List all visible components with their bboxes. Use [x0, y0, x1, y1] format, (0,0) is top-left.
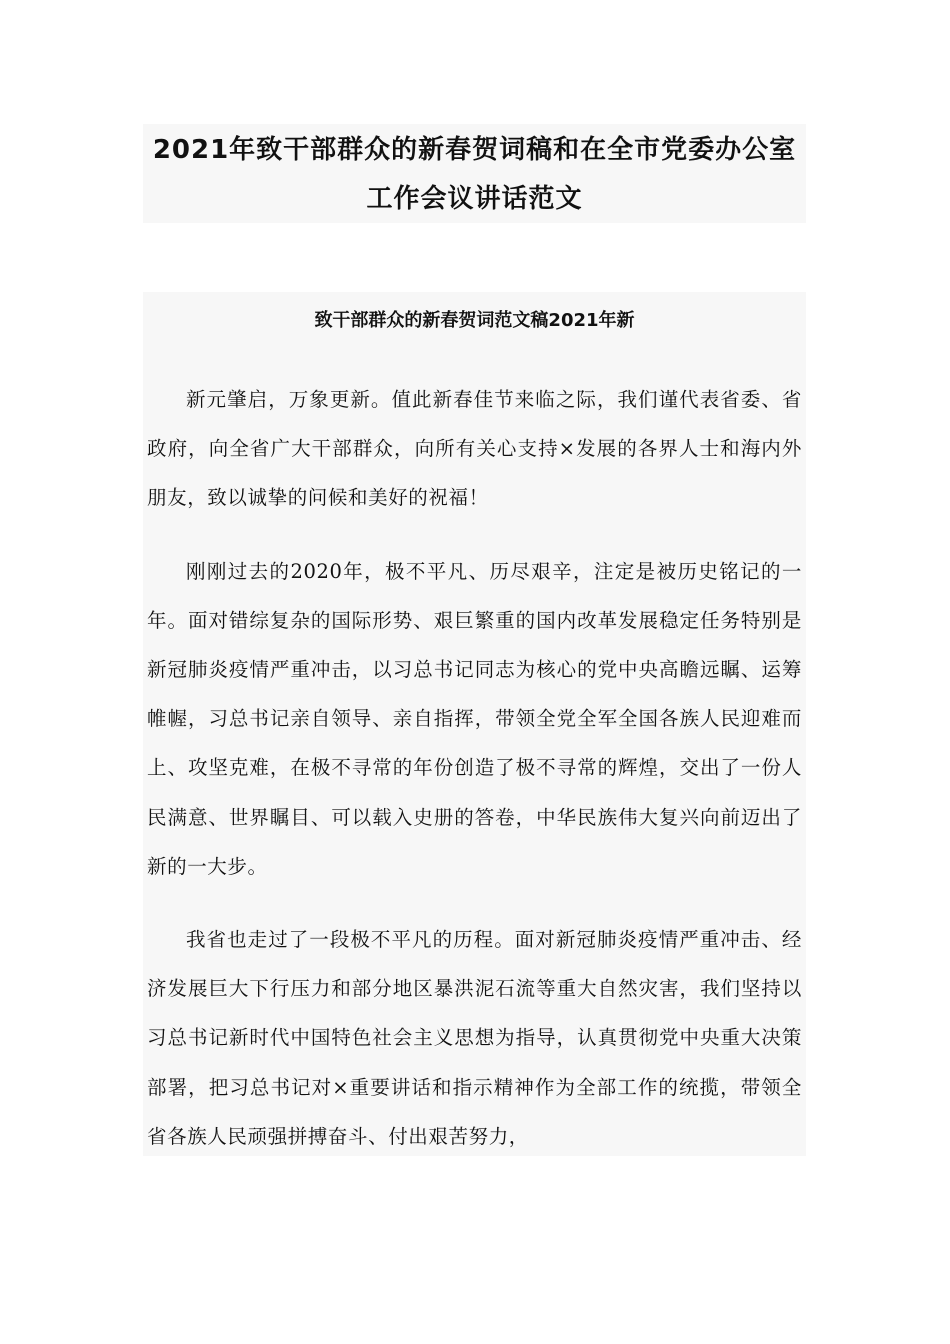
paragraph-3: 我省也走过了一段极不平凡的历程。面对新冠肺炎疫情严重冲击、经济发展巨大下行压力和部分地区暴洪泥石流等重大自然灾害，我们坚持以习总书记新时代中国特色社会主义思想为指导，认真贯彻党中央重大决策部署，把习总书记对×重要讲话和指示精神作为全部工作的统揽，带领全省各族人民顽强拼搏奋斗、付出艰苦努力， — [147, 928, 802, 1148]
paragraph-2: 刚刚过去的2020年，极不平凡、历尽艰辛，注定是被历史铭记的一年。面对错综复杂的国际形势、艰巨繁重的国内改革发展稳定任务特别是新冠肺炎疫情严重冲击，以习总书记同志为核心的党中央高瞻远瞩、运筹帷幄，习总书记亲自领导、亲自指挥，带领全党全军全国各族人民迎难而上、攻坚克难，在极不寻常的年份创造了极不寻常的辉煌，交出了一份人民满意、世界瞩目、可以载入史册的答卷，中华民族伟大复兴向前迈出了新的一大步。 — [147, 559, 802, 878]
document-title-block — [143, 124, 806, 223]
document-title: 2021年致干部群众的新春贺词稿和在全市党委办公室工作会议讲话范文 — [152, 135, 797, 214]
document-body — [143, 292, 806, 1156]
section-subtitle: 致干部群众的新春贺词范文稿2021年新 — [314, 310, 635, 331]
paragraph-1: 新元肇启，万象更新。值此新春佳节来临之际，我们谨代表省委、省政府，向全省广大干部群众，向所有关心支持×发展的各界人士和海内外朋友，致以诚挚的问候和美好的祝福！ — [147, 388, 802, 510]
